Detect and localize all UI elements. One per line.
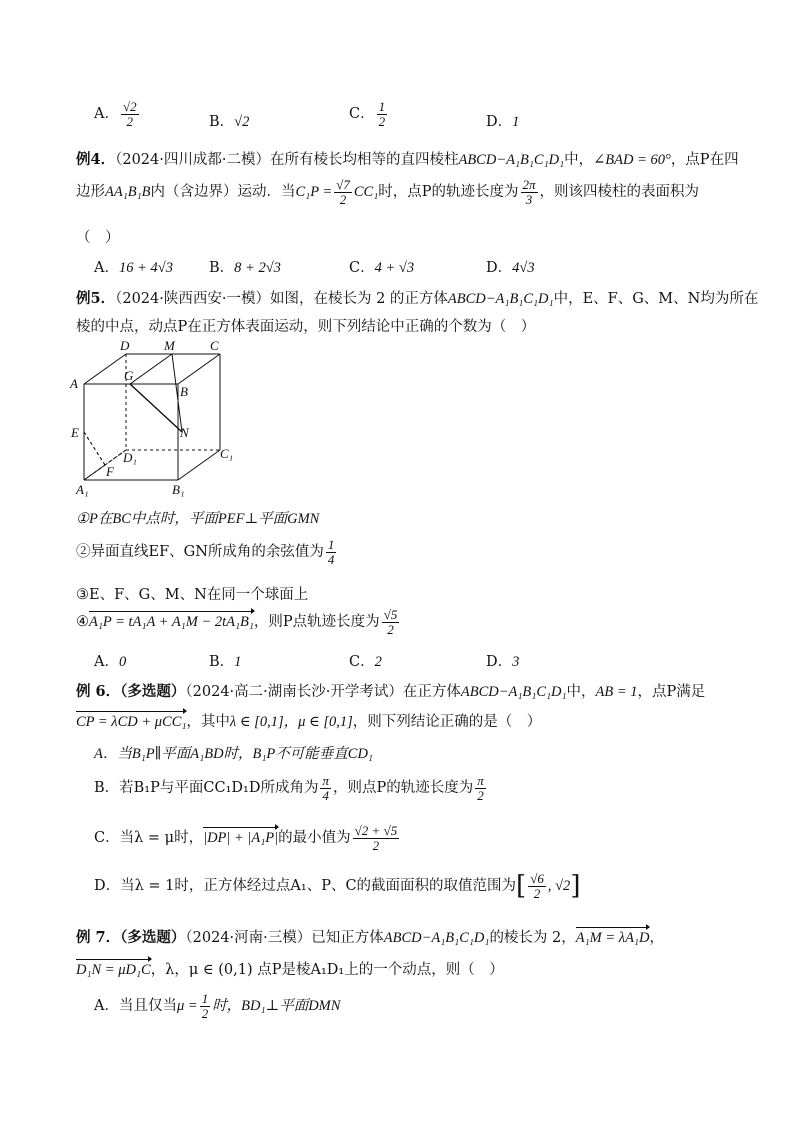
label-d1: D₁ xyxy=(123,450,137,465)
option-c: C．2 xyxy=(349,654,382,670)
ex6-option-d: D．当λ = 1时，正方体经过点A₁、P、C的截面面积的取值范围为[ $\frac{√6}{2}$ , √2] xyxy=(94,871,581,902)
ex6-option-b: B．若B₁P与平面CC₁D₁D所成角为 $\frac{\pi}{4}$ ，则点P的轨迹长度为 $\frac{\pi}{2}$ xyxy=(94,773,484,803)
ex4-line1: 例4．（2024·四川成都·二模）在所有棱长均相等的直四棱柱ABCD−A₁B₁C₁D₁中，∠BAD = 60°，点P在四 xyxy=(76,151,739,168)
ex7-line2: D₁N = μD₁C，λ，μ ∈ (0,1) 点P是棱A₁D₁上的一个动点，则（ ） xyxy=(76,962,504,978)
label-d: D xyxy=(120,340,130,353)
label-e: E xyxy=(71,425,79,440)
option-d: D．4√3 xyxy=(486,260,535,276)
label-n: N xyxy=(180,425,189,440)
option-c: C．4 + √3 xyxy=(349,260,415,276)
ex5-line1: 例5．（2024·陕西西安·一模）如图，在棱长为 2 的正方体ABCD−A₁B₁C₁D₁中，E、F、G、M、N均为所在 xyxy=(76,290,759,307)
cube-figure xyxy=(68,340,248,500)
label-b: B xyxy=(180,384,188,399)
ex5-statement-3: ③E、F、G、M、N在同一个球面上 xyxy=(76,587,309,603)
ex4-answer-blank: （ ） xyxy=(76,230,120,246)
label-g: G xyxy=(124,368,134,383)
ex5-line2: 棱的中点，动点P在正方体表面运动，则下列结论中正确的个数为（ ） xyxy=(76,319,536,335)
ex6-option-c: C．当λ = μ时，|DP| + |A₁P|的最小值为 $\frac{√2 + √5}{2}$ xyxy=(94,823,398,853)
ex5-statement-1: ①P在BC中点时，平面PEF⊥平面GMN xyxy=(76,511,320,527)
option-b: B．√2 xyxy=(209,114,250,130)
ex5-statement-4: ④A₁P = tA₁A + A₁M − 2tA₁B₁，则P点轨迹长度为 $\frac{√5}{2}$ xyxy=(76,607,398,637)
option-a: A．0 xyxy=(94,654,127,670)
option-b: B．8 + 2√3 xyxy=(209,260,281,276)
ex6-line1: 例 6．（多选题）（2024·高二·湖南长沙·开学考试）在正方体ABCD−A₁B₁C₁D₁中，AB = 1，点P满足 xyxy=(76,683,706,700)
ex6-option-a: A．当B₁P∥平面A₁BD时，B₁P不可能垂直CD₁ xyxy=(94,746,373,762)
option-c: C． $\frac{1}{2}$ xyxy=(349,99,386,129)
ex7-option-a: A．当且仅当μ = $\frac{1}{2}$ 时，BD₁⊥平面DMN xyxy=(94,991,341,1021)
label-f: F xyxy=(106,464,114,479)
label-a1: A₁ xyxy=(76,482,89,497)
label-a: A xyxy=(70,376,78,391)
option-b: B．1 xyxy=(209,654,242,670)
option-a: A．16 + 4√3 xyxy=(94,260,173,276)
label-b1: B₁ xyxy=(172,482,185,497)
label-m: M xyxy=(164,340,175,353)
option-a: A． $\frac{√2}{2}$ xyxy=(94,99,137,129)
option-d: D．3 xyxy=(486,654,520,670)
ex6-line2: CP = λCD + μCC₁，其中λ ∈ [0,1]，μ ∈ [0,1]，则下列结论正确的是（ ） xyxy=(76,714,542,730)
ex4-line2: 边形AA₁B₁B内（含边界）运动．当C₁P = $\frac{√7}{2}$ CC₁时，点P的轨迹长度为 $\frac{2\pi}{3}$ ，则该四棱柱的表面积为 xyxy=(76,177,700,207)
option-d: D．1 xyxy=(486,114,520,130)
ex5-statement-2: ②异面直线EF、GN所成角的余弦值为 $\frac{1}{4}$ xyxy=(76,537,335,567)
label-c1: C₁ xyxy=(220,446,234,461)
ex7-line1: 例 7．（多选题）（2024·河南·三模）已知正方体ABCD−A₁B₁C₁D₁的棱长为 2，A₁M = λA₁D， xyxy=(76,929,664,946)
label-c: C xyxy=(210,340,219,353)
